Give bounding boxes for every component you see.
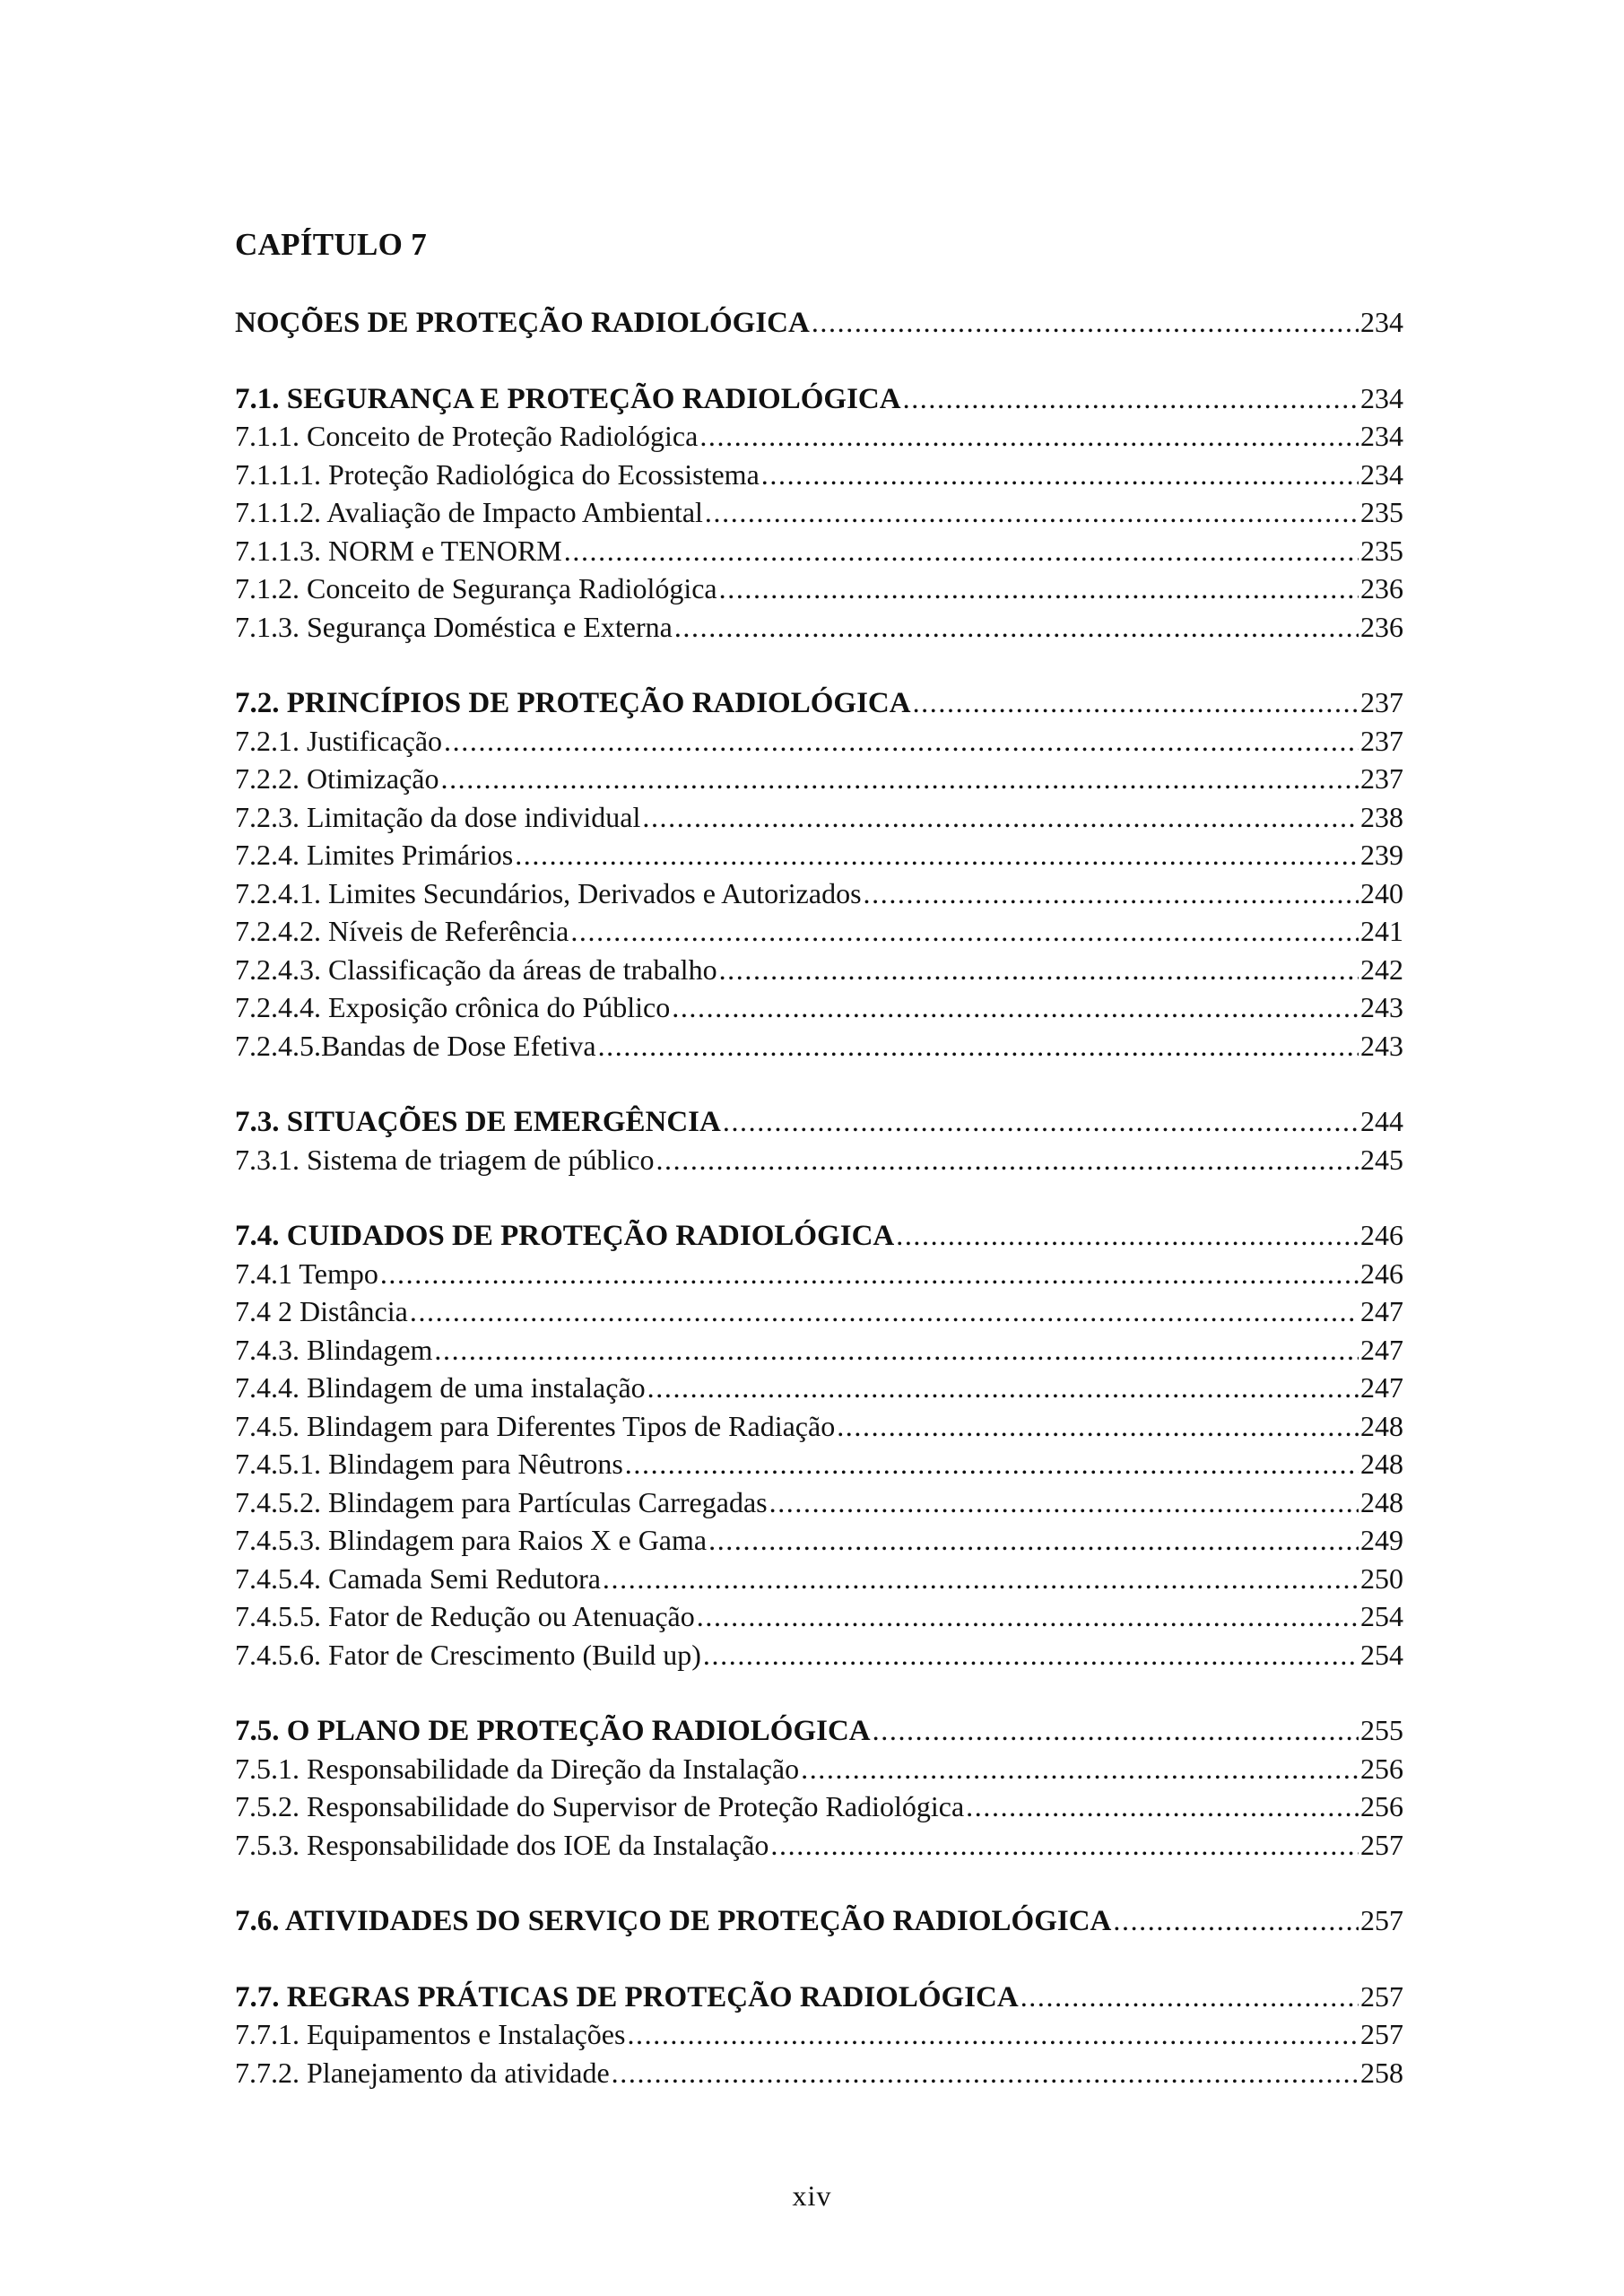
section-spacer [235,342,1403,379]
toc-entry-label: 7.4.1 Tempo [235,1257,378,1290]
dot-leader [603,1560,1359,1598]
dot-leader [864,874,1359,913]
toc-page-number: 255 [1360,1714,1403,1746]
page-number-footer: xiv [792,2179,832,2212]
toc-entry[interactable] [235,760,1403,798]
toc-entry-label: 7.4.5.2. Blindagem para Partículas Carregadas [235,1485,768,1518]
toc-entry-label: 7.2.4. Limites Primários [235,839,514,871]
toc-page-number: 242 [1360,952,1403,986]
toc-page-number: 256 [1360,1752,1403,1785]
dot-leader [761,456,1359,494]
toc-entry[interactable] [235,1331,1403,1370]
toc-entry[interactable] [235,1483,1403,1522]
toc-entry-label: 7.4.5.6. Fator de Crescimento (Build up) [235,1638,701,1671]
section-spacer [235,1178,1403,1216]
toc-page-number: 254 [1360,1600,1403,1632]
toc-entry-label: 7.1. SEGURANÇA E PROTEÇÃO RADIOLÓGICA [235,382,901,415]
dot-leader [656,1141,1359,1179]
section-spacer [235,1940,1403,1978]
toc-page-number: 257 [1360,1979,1403,2013]
toc-entry[interactable] [235,417,1403,456]
toc-entry[interactable] [235,722,1403,761]
dot-leader [705,493,1359,532]
toc-page-number: 248 [1360,1448,1403,1480]
toc-entry[interactable] [235,1027,1403,1065]
toc-entry-label: 7.2.4.5.Bandas de Dose Efetiva [235,1029,596,1062]
toc-page-number: 238 [1360,800,1403,833]
toc-page-number: 237 [1360,724,1403,757]
toc-page-number: 257 [1360,2018,1403,2050]
toc-entry-label: 7.1.1.3. NORM e TENORM [235,534,562,567]
toc-page-number: 236 [1360,572,1403,604]
toc-entry-label: 7.4.5.4. Camada Semi Redutora [235,1561,601,1595]
toc-page-number: 237 [1360,686,1403,718]
dot-leader [440,760,1359,798]
toc-entry-label: 7.1.1.1. Proteção Radiológica do Ecossistema [235,457,760,491]
dot-leader [873,1711,1359,1750]
dot-leader [966,1787,1359,1826]
dot-leader [1113,1901,1359,1940]
dot-leader [612,2054,1359,2092]
dot-leader [703,1636,1359,1674]
toc-entry[interactable] [235,1407,1403,1446]
toc-entry-label: 7.1.2. Conceito de Segurança Radiológica [235,572,717,604]
toc-entry-label: 7.2.4.2. Níveis de Referência [235,915,569,947]
toc-entry[interactable] [235,2015,1403,2054]
dot-leader [903,379,1359,418]
toc-entry-label: 7.4.5.3. Blindagem para Raios X e Gama [235,1524,708,1556]
toc-entry[interactable] [235,1826,1403,1865]
toc-entry-label: 7.2.4.4. Exposição crônica do Público [235,991,671,1023]
toc-section-heading[interactable] [235,1102,1403,1141]
toc-section-heading[interactable] [235,1978,1403,2016]
dot-leader [625,1445,1359,1483]
dot-leader [769,1483,1359,1522]
dot-leader [564,532,1359,570]
toc-entry[interactable] [235,1369,1403,1407]
toc-page-number: 236 [1360,610,1403,643]
dot-leader [723,1102,1359,1141]
dot-leader [598,1027,1359,1065]
toc-entry[interactable] [235,912,1403,951]
toc-page-number: 243 [1360,991,1403,1023]
toc-entry-label: 7.4.3. Blindagem [235,1333,433,1366]
toc-page-number: 234 [1360,457,1403,491]
toc-page-number: 234 [1360,306,1403,338]
toc-entry-label: 7.4.5.5. Fator de Redução ou Atenuação [235,1600,695,1632]
dot-leader [708,1521,1359,1560]
toc-entry-label: 7.7. REGRAS PRÁTICAS DE PROTEÇÃO RADIOLÓGICA [235,1980,1019,2013]
dot-leader [896,1216,1359,1255]
toc-page-number: 235 [1360,534,1403,567]
chapter-title: CAPÍTULO 7 [235,227,427,262]
dot-leader [674,608,1359,647]
toc-entry-label: 7.4.5. Blindagem para Diferentes Tipos de Radiação [235,1409,836,1442]
toc-page-number: 257 [1360,1828,1403,1861]
toc-page-number: 243 [1360,1029,1403,1062]
toc-page-number: 248 [1360,1485,1403,1518]
toc-entry[interactable] [235,1597,1403,1636]
toc-section-heading[interactable] [235,1711,1403,1750]
toc-entry-label: 7.4. CUIDADOS DE PROTEÇÃO RADIOLÓGICA [235,1220,895,1252]
dot-leader [699,417,1359,456]
toc-entry[interactable] [235,570,1403,608]
toc-entry[interactable] [235,951,1403,989]
dot-leader [647,1369,1359,1407]
toc-entry[interactable] [235,1636,1403,1674]
toc-entry-label: 7.5. O PLANO DE PROTEÇÃO RADIOLÓGICA [235,1715,871,1747]
toc-entry[interactable] [235,1445,1403,1483]
toc-page-number: 240 [1360,876,1403,909]
toc-entry-label: 7.5.3. Responsabilidade dos IOE da Instalação [235,1828,769,1861]
toc-page-number: 254 [1360,1638,1403,1671]
toc-section-heading[interactable] [235,379,1403,418]
dot-leader [770,1826,1359,1865]
toc-entry-label: 7.2.4.1. Limites Secundários, Derivados e Autorizados [235,876,862,909]
toc-entry[interactable] [235,456,1403,494]
section-spacer [235,1674,1403,1711]
toc-page-number: 246 [1360,1257,1403,1290]
toc-page-number: 246 [1360,1219,1403,1251]
dot-leader [697,1597,1359,1636]
toc-entry[interactable] [235,493,1403,532]
toc-entry-label: 7.3.1. Sistema de triagem de público [235,1143,655,1176]
toc-page-number: 258 [1360,2056,1403,2089]
toc-page-number: 249 [1360,1524,1403,1556]
toc-entry-label: 7.4.5.1. Blindagem para Nêutrons [235,1448,623,1480]
toc-entry[interactable] [235,798,1403,837]
toc-page-number: 248 [1360,1409,1403,1442]
dot-leader [570,912,1359,951]
toc-page-number: 234 [1360,420,1403,452]
dot-leader [672,988,1359,1027]
toc-entry-label: 7.6. ATIVIDADES DO SERVIÇO DE PROTEÇÃO RADIOLÓGICA [235,1905,1112,1937]
dot-leader [444,722,1359,761]
toc-entry-label: 7.4.4. Blindagem de uma instalação [235,1371,646,1404]
toc-section-heading[interactable] [235,303,1403,342]
toc-entry-label: 7.7.1. Equipamentos e Instalações [235,2018,626,2050]
toc-page-number: 257 [1360,1904,1403,1936]
toc-entry-label: NOÇÕES DE PROTEÇÃO RADIOLÓGICA [235,307,810,339]
dot-leader [719,570,1359,608]
toc-section-heading[interactable] [235,683,1403,722]
toc-page-number: 250 [1360,1561,1403,1595]
dot-leader [837,1407,1359,1446]
toc-page-number: 234 [1360,381,1403,414]
toc-entry-label: 7.7.2. Planejamento da atividade [235,2056,610,2089]
toc-entry-label: 7.2.3. Limitação da dose individual [235,800,641,833]
section-spacer [235,646,1403,683]
table-of-contents [235,303,1403,2092]
toc-entry-label: 7.2.2. Otimização [235,762,439,795]
toc-entry[interactable] [235,874,1403,913]
dot-leader [515,836,1359,874]
toc-entry[interactable] [235,608,1403,647]
toc-entry[interactable] [235,988,1403,1027]
toc-entry-label: 7.3. SITUAÇÕES DE EMERGÊNCIA [235,1106,721,1138]
toc-entry-label: 7.4 2 Distância [235,1295,408,1327]
toc-page-number: 247 [1360,1371,1403,1404]
toc-page-number: 235 [1360,496,1403,528]
toc-entry[interactable] [235,2054,1403,2092]
dot-leader [801,1750,1359,1788]
dot-leader [410,1292,1359,1331]
toc-entry-label: 7.2. PRINCÍPIOS DE PROTEÇÃO RADIOLÓGICA [235,687,911,719]
toc-page-number: 247 [1360,1295,1403,1327]
toc-entry-label: 7.2.4.3. Classificação da áreas de trabalho [235,952,717,986]
dot-leader [812,303,1359,342]
toc-entry-label: 7.1.1.2. Avaliação de Impacto Ambiental [235,496,703,528]
toc-entry[interactable] [235,1787,1403,1826]
toc-entry[interactable] [235,532,1403,570]
dot-leader [380,1255,1359,1293]
toc-page-number: 239 [1360,839,1403,871]
section-spacer [235,1864,1403,1901]
toc-entry[interactable] [235,836,1403,874]
dot-leader [719,951,1359,989]
dot-leader [913,683,1359,722]
section-spacer [235,1065,1403,1102]
toc-entry[interactable] [235,1560,1403,1598]
toc-entry-label: 7.1.1. Conceito de Proteção Radiológica [235,420,699,452]
toc-page-number: 237 [1360,762,1403,795]
toc-entry-label: 7.1.3. Segurança Doméstica e Externa [235,610,673,643]
toc-page-number: 256 [1360,1790,1403,1822]
toc-entry-label: 7.2.1. Justificação [235,724,443,757]
toc-page-number: 241 [1360,915,1403,947]
toc-entry[interactable] [235,1141,1403,1179]
toc-section-heading[interactable] [235,1901,1403,1940]
toc-page-number: 247 [1360,1333,1403,1366]
dot-leader [627,2015,1359,2054]
toc-section-heading[interactable] [235,1216,1403,1255]
toc-entry-label: 7.5.2. Responsabilidade do Supervisor de Proteção Radiológica [235,1790,965,1822]
toc-page-number: 245 [1360,1143,1403,1176]
toc-entry-label: 7.5.1. Responsabilidade da Direção da Instalação [235,1752,800,1785]
toc-entry[interactable] [235,1521,1403,1560]
dot-leader [642,798,1359,837]
dot-leader [1020,1978,1359,2016]
toc-entry[interactable] [235,1292,1403,1331]
toc-page-number: 244 [1360,1105,1403,1137]
dot-leader [434,1331,1359,1370]
toc-entry[interactable] [235,1750,1403,1788]
toc-entry[interactable] [235,1255,1403,1293]
